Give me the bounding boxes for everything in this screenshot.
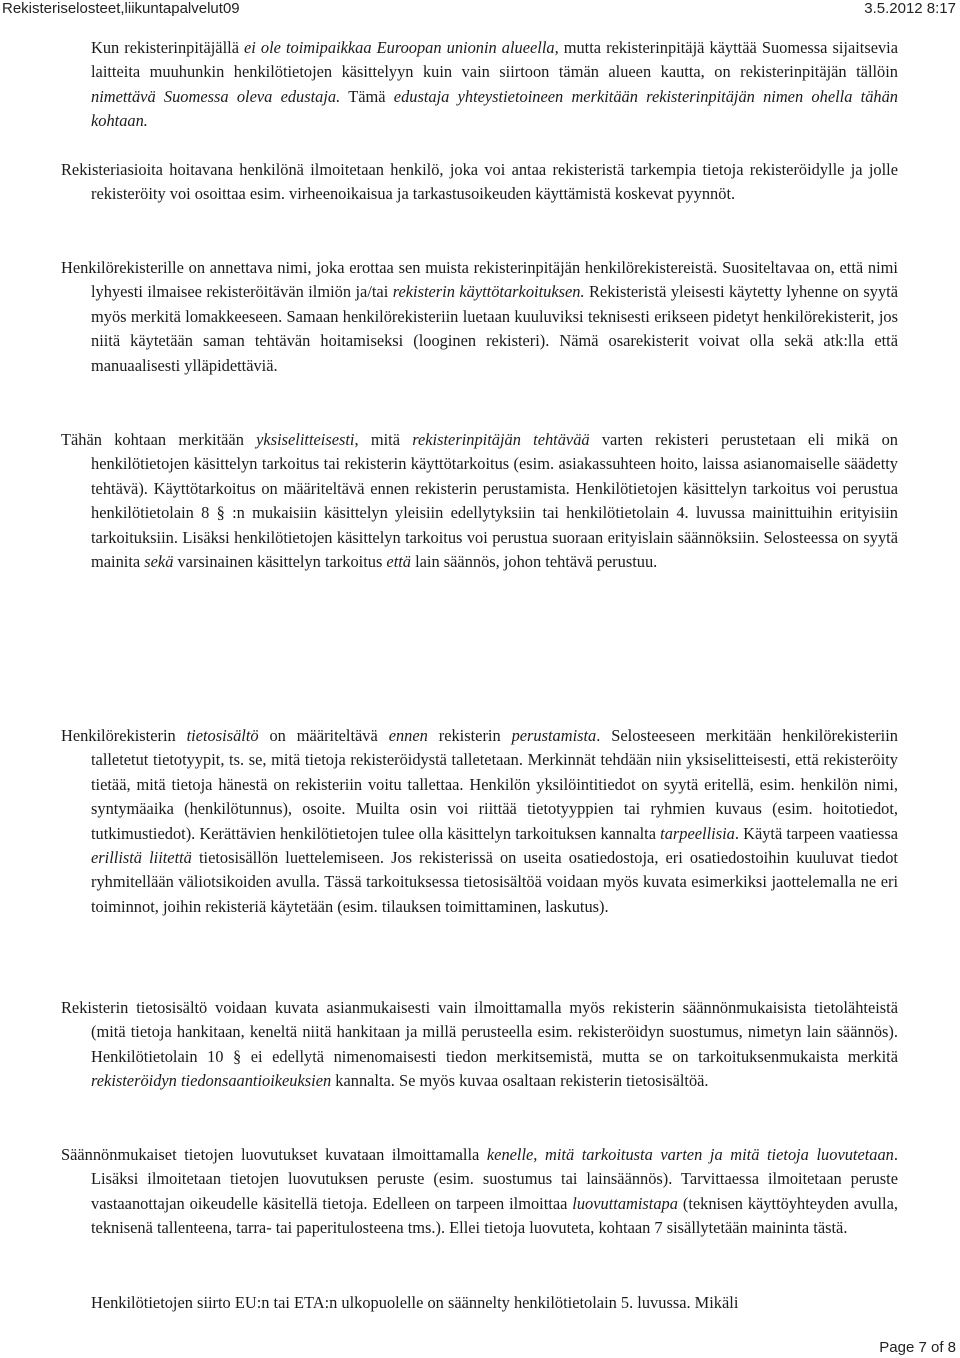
italic-text-segment: yksiselitteisesti [256,430,355,449]
italic-text-segment: ennen [388,726,428,745]
italic-text-segment: rekisteröidyn tiedonsaantioikeuksien [91,1071,332,1091]
italic-text-segment: tarpeellisia [660,823,735,843]
text-segment: , mitä [354,430,413,449]
text-segment: tietosisällön luettelemiseen. Jos rekisterissä on useita osatiedostoja, eri osatiedostoihin kuuluvat tiedot ryhmitellään väliotsikoiden avulla. Tässä tarkoituksessa tietosisältöä voidaan myös kuvata esimerkiksi jaottelemalla ne eri toiminnot, joihin rekisteriä käytetään (esim. tilauksen toimittaminen, laskutus). [91,848,898,916]
paragraph-disclosures [61,1143,898,1241]
paragraph-register-name [61,256,898,378]
italic-text-segment: rekisterinpitäjän tehtävää [412,430,590,449]
text-segment: Kun rekisterinpitäjällä [91,38,245,57]
text-segment: Henkilörekisterille on annettava nimi, joka erottaa sen muista rekisterinpitäjän henkilörekistereistä. Suositeltavaa on, että nimi lyhyesti ilmaisee rekisteröitävän ilmiön ja/tai [61,258,898,302]
text-segment: . Selosteeseen merkitään henkilörekisteriin talletetut tietotyypit, ts. se, mitä tietoja rekisteröidystä talletetaan. Merkinnät tehdään niin yksiselitteisesti, että rekisteröity tietää, mitä tietoja hänestä on rekisteriin voitu tallettaa. Henkilön yksilöintitiedot on syytä eritellä, esim. henkilön nimi, syntymäaika (henkilötunnus), osoite. Muilta osin voi riittää tietotyyppien tai ryhmien kuvaus (esim. hoitotiedot, tutkimustiedot). Kerättävien henkilötietojen tulee olla käsittelyn tarkoituksen kannalta [91,726,898,843]
italic-text-segment: ei ole toimipaikkaa Euroopan unionin alueella, [244,38,559,57]
text-segment: Henkilötietojen siirto EU:n tai ETA:n ulkopuolelle on säännelty henkilötietolain 5. luvussa. Mikäli [91,1293,739,1312]
text-segment: varten rekisteri perustetaan eli mikä on henkilötietojen käsittelyn tarkoitus tai rekisterin käyttötarkoitus (esim. asiakassuhteen hoito, laissa asianomaiselle säädetty tehtävä). Käyttötarkoitus on määriteltävä ennen rekisterin perustamista. Henkilötietojen käsittelyn tarkoitus voi perustua henkilötietolain 8 § :n mukaisiin käsittelyn yleisiin edellytyksiin tai henkilötietolain 4. luvussa mainittuihin erityisiin tarkoituksiin. Lisäksi henkilötietojen käsittelyn tarkoitus voi perustua suoraan erityislain säännöksiin. Selosteessa on syytä mainita [91,430,898,572]
text-segment: Rekisterin tietosisältö voidaan kuvata asianmukaisesti vain ilmoittamalla myös rekisterin säännönmukaisista tietolähteistä (mitä tietoja hankitaan, keneltä niitä hankitaan ja millä perusteella esim. rekisteröidyn suostumus, nimetyn lain säännös). Henkilötietolain 10 § ei edellytä nimenomaisesti tiedon merkitsemistä, mutta se on tarkoituksenmukaista merkitä [61,998,898,1066]
paragraph-contact-person [61,158,898,207]
page-number: Page 7 of 8 [879,1339,956,1356]
text-segment: Tähän kohtaan merkitään [61,430,257,449]
italic-text-segment: nimettävä Suomessa oleva edustaja. [91,86,341,106]
italic-text-segment: tietosisältö [186,726,259,745]
paragraph-purpose [61,428,898,574]
document-title: Rekisteriselosteet,liikuntapalvelut09 [2,0,240,17]
paragraph-foreign-controller [91,36,898,134]
paragraph-data-content [61,724,899,919]
text-segment: . Käytä tarpeen vaatiessa [734,823,899,843]
paragraph-data-sources [61,996,898,1094]
print-datetime: 3.5.2012 8:17 [864,0,956,17]
italic-text-segment: edustaja yhteystietoineen merkitään rekisterinpitäjän nimen ohella tähän kohtaan. [91,86,898,131]
text-segment: Rekisteriasioita hoitavana henkilönä ilmoitetaan henkilö, joka voi antaa rekisteristä tarkempia tietoja rekisteröidylle ja jolle rekisteröity voi osoittaa esim. virheenoikaisua ja tarkastusoikeuden käyttämistä koskevat pyynnöt. [61,160,898,204]
paragraph-transfer-outside-eu [91,1291,898,1315]
text-segment: varsinainen käsittelyn tarkoitus [173,552,387,572]
italic-text-segment: kenelle, mitä tarkoitusta varten ja mitä tietoja luovutetaan [486,1145,894,1164]
italic-text-segment: sekä [144,552,174,572]
italic-text-segment: erillistä liitettä [91,848,192,868]
italic-text-segment: perustamista [511,726,597,745]
italic-text-segment: rekisterin käyttötarkoituksen. [392,282,585,302]
text-segment: rekisterin [427,726,512,745]
italic-text-segment: että [386,552,411,572]
text-segment: (teknisen käyttöyhteyden avulla, teknisenä tallenteena, tarra- tai paperitulosteena tms.). Ellei tietoja luovuteta, kohtaan 7 sisällytetään maininta tästä. [91,1193,898,1238]
text-segment: Tämä [340,86,394,106]
text-segment: Henkilörekisterin [61,726,187,745]
text-segment: kannalta. Se myös kuvaa osaltaan rekisterin tietosisältöä. [331,1071,709,1091]
text-segment: . Lisäksi ilmoitetaan tietojen luovutuksen peruste (esim. suostumus tai lainsäännös). Tarvittaessa ilmoitetaan peruste vastaanottajan oikeudelle käsitellä tietoja. Edelleen on tarpeen ilmoittaa [91,1145,898,1213]
text-segment: mutta rekisterinpitäjä käyttää Suomessa sijaitsevia laitteita muuhunkin henkilötietojen käsittelyyn kuin vain siirtoon tämän alueen kautta, on rekisterinpitäjän tällöin [91,38,899,82]
text-segment: on määriteltävä [258,726,389,745]
italic-text-segment: luovuttamistapa [572,1193,678,1213]
text-segment: Säännönmukaiset tietojen luovutukset kuvataan ilmoittamalla [61,1145,487,1164]
text-segment: Rekisteristä yleisesti käytetty lyhenne on syytä myös merkitä lomakkeeseen. Samaan henkilörekisteriin luetaan kuuluviksi teknisesti erikseen pidetyt henkilörekisterit, jos niitä käytetään saman tehtävän hoitamiseksi (looginen rekisteri). Nämä osarekisterit voivat olla sekä atk:lla että manuaalisesti ylläpidettäviä. [91,282,898,375]
text-segment: lain säännös, johon tehtävä perustuu. [411,552,658,572]
